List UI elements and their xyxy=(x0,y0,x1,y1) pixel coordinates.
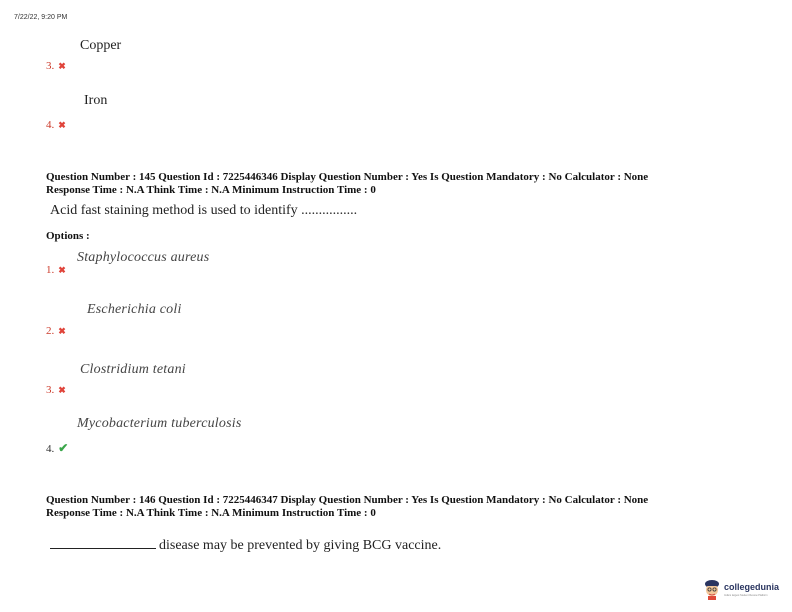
option-text: Staphylococcus aureus xyxy=(77,250,210,265)
option-number: 2. ✖ xyxy=(46,325,66,337)
wrong-icon: ✖ xyxy=(58,385,66,395)
collegedunia-logo xyxy=(702,577,786,603)
fill-in-blank xyxy=(50,537,156,549)
option-text: Escherichia coli xyxy=(87,302,182,317)
timestamp: 7/22/22, 9:20 PM xyxy=(14,14,68,21)
mascot-icon xyxy=(702,578,722,600)
wrong-icon: ✖ xyxy=(58,61,66,71)
wrong-icon: ✖ xyxy=(58,265,66,275)
option-number: 3. ✖ xyxy=(46,60,66,72)
logo-tagline: India's largest Student Review Platform xyxy=(724,594,768,597)
option-text: Copper xyxy=(80,38,122,53)
question-meta: Question Number : 146 Question Id : 7225446347 Display Question Number : Yes Is Question Mandatory : No Calculator : None Response Time : N.A Think Time : N.A Minimum Instruction Time : 0 xyxy=(46,494,649,519)
logo-text: collegedunia xyxy=(724,582,780,592)
option-text: Iron xyxy=(84,93,108,108)
option-number: 4. ✔ xyxy=(46,441,69,455)
option-number: 3. ✖ xyxy=(46,384,66,396)
option-text: Mycobacterium tuberculosis xyxy=(77,416,242,431)
options-label: Options : xyxy=(46,230,90,242)
option-number: 1. ✖ xyxy=(46,264,66,276)
question-text: disease may be prevented by giving BCG vaccine. xyxy=(50,537,441,554)
option-number: 4. ✖ xyxy=(46,119,66,131)
wrong-icon: ✖ xyxy=(58,326,66,336)
question-meta: Question Number : 145 Question Id : 7225446346 Display Question Number : Yes Is Question Mandatory : No Calculator : None Response Time : N.A Think Time : N.A Minimum Instruction Time : 0 xyxy=(46,171,649,196)
option-text: Clostridium tetani xyxy=(80,362,186,377)
wrong-icon: ✖ xyxy=(58,120,66,130)
question-text: Acid fast staining method is used to identify ................ xyxy=(50,203,358,218)
check-icon: ✔ xyxy=(58,441,69,455)
